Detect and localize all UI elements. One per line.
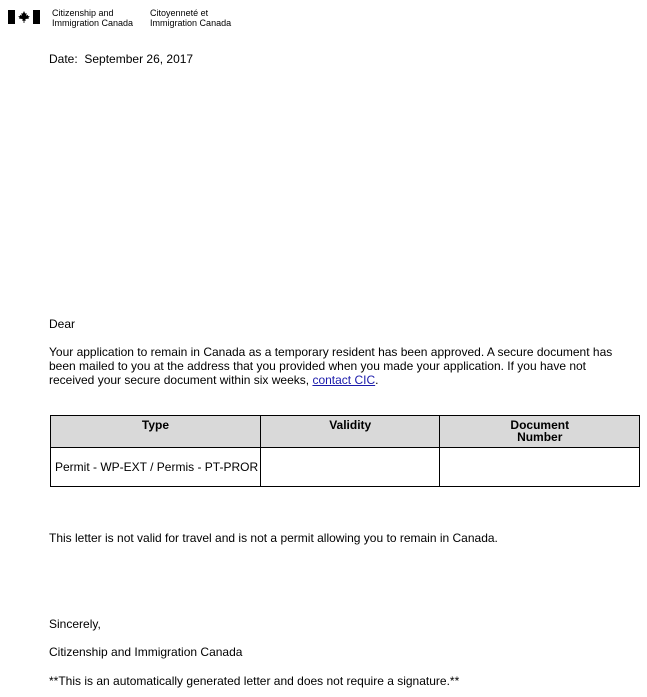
dept-fr-line1: Citoyenneté et [150,8,209,18]
department-name-english [52,8,133,28]
table-header-row [51,416,640,448]
approval-paragraph [49,345,629,387]
closing: Sincerely, [49,617,101,631]
dept-en-line1: Citizenship and [52,8,114,18]
date-value: September 26, 2017 [84,52,194,66]
cell-document-number [440,448,640,487]
signoff: Citizenship and Immigration Canada [49,645,243,659]
document-table [50,415,640,487]
dept-fr-line2: Immigration Canada [150,18,232,28]
cell-type: Permit - WP-EXT / Permis - PT-PROR [51,448,261,487]
date-label: Date: [49,52,78,66]
canada-flag-icon [8,10,40,24]
contact-cic-link[interactable]: contact CIC [312,373,376,387]
header-document-number-line2: Number [517,430,563,444]
header-validity: Validity [260,416,440,448]
table-row [51,448,640,487]
cell-validity [260,448,440,487]
approval-text: Your application to remain in Canada as a temporary resident has been approved. A secure document has been mailed to you at the address that you provided when you made your application. If you have not received your secure document within six weeks, [49,345,613,387]
travel-notice: This letter is not valid for travel and is not a permit allowing you to remain in Canada. [49,531,498,545]
footer-note: **This is an automatically generated letter and does not require a signature.** [49,674,460,688]
paragraph-period: . [375,373,379,387]
letterhead [8,8,231,30]
dept-en-line2: Immigration Canada [52,18,134,28]
header-type: Type [51,416,261,448]
date-line [49,52,193,66]
greeting: Dear [49,317,76,331]
header-document-number [440,416,640,448]
header-document-number-line1: Document [510,418,570,432]
department-name-french [150,8,231,28]
